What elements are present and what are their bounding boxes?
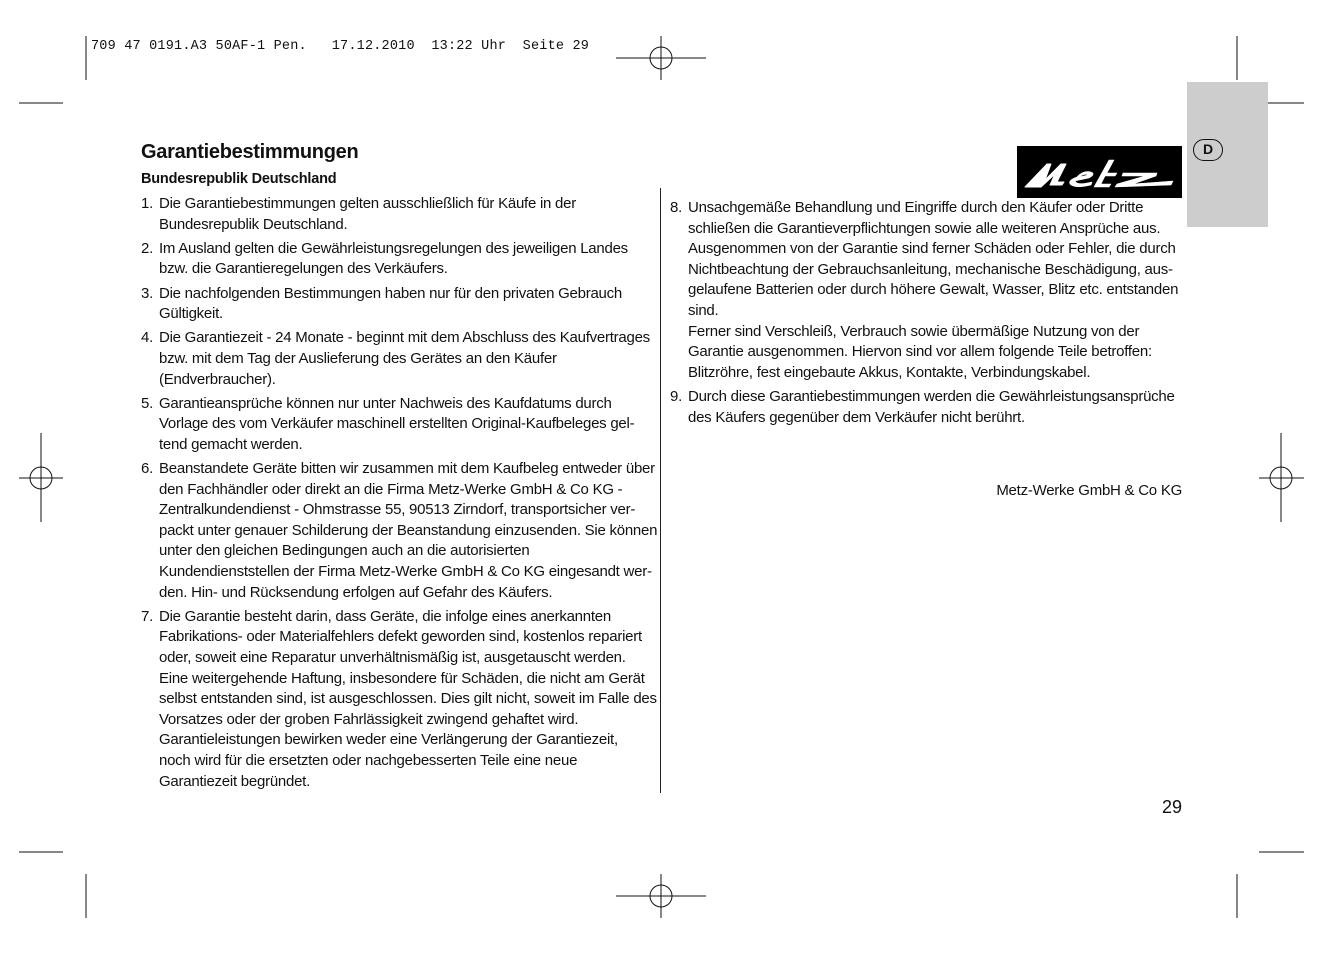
item-number: 5. [141, 394, 154, 412]
warranty-item [141, 459, 658, 603]
text-line: des Käufers gegenüber dem Verkäufer nicht berührt. [688, 408, 1025, 426]
text-line: (Endverbraucher). [159, 370, 276, 388]
metz-logo [1017, 146, 1182, 198]
column-divider [660, 188, 661, 793]
text-line: Blitzröhre, fest eingebaute Akkus, Kontakte, Verbindungskabel. [688, 363, 1091, 381]
item-number: 8. [670, 199, 683, 216]
registration-mark-bottom [616, 874, 706, 918]
text-line: Ausgenommen von der Garantie sind ferner Schäden oder Fehler, die durch [688, 240, 1176, 258]
warranty-item [141, 328, 653, 390]
right-column [670, 198, 1182, 432]
page-subtitle: Bundesrepublik Deutschland [141, 171, 337, 187]
item-paragraph [688, 198, 1182, 322]
item-number: 2. [141, 239, 154, 257]
text-line: den Fachhändler oder direkt an die Firma Metz-Werke GmbH & Co KG - [159, 480, 623, 498]
text-line: Die Garantie besteht darin, dass Geräte, die infolge eines anerkannten [159, 607, 611, 625]
item-paragraph [159, 669, 657, 731]
item-number: 9. [670, 387, 683, 405]
text-line: sind. [688, 301, 719, 319]
print-slug: 709 47 0191.A3 50AF-1 Pen. 17.12.2010 13:22 Uhr Seite 29 [91, 39, 590, 54]
text-line: packt unter genauer Schilderung der Beanstandung einzusenden. Sie können [159, 521, 658, 539]
item-paragraph [159, 239, 653, 280]
warranty-item [141, 239, 653, 280]
text-line: Gültigkeit. [159, 305, 223, 323]
item-number: 1. [141, 195, 154, 212]
registration-mark-right [1259, 433, 1304, 522]
text-line: Die nachfolgenden Bestimmungen haben nur für den privaten Gebrauch [159, 284, 622, 302]
page-title: Garantiebestimmungen [141, 141, 359, 163]
text-line: Garantiezeit begründet. [159, 772, 311, 790]
text-line: Vorsatzes oder der groben Fahrlässigkeit zwingend gehaftet wird. [159, 710, 579, 728]
item-paragraph [159, 730, 653, 792]
item-number: 7. [141, 607, 154, 625]
page-number: 29 [1161, 797, 1182, 817]
item-paragraph [159, 194, 653, 235]
language-badge: D [1193, 139, 1223, 161]
item-number: 3. [141, 284, 154, 302]
text-line: Die Garantiebestimmungen gelten ausschließlich für Käufe in der [159, 195, 576, 212]
text-line: schließen die Garantieverpflichtungen sowie alle weiteren Ansprüche aus. [688, 219, 1161, 237]
text-line: bzw. die Garantieregelungen des Verkäufers. [159, 260, 448, 278]
text-line: gelaufene Batterien oder durch höhere Gewalt, Wasser, Blitz etc. entstanden [688, 281, 1179, 299]
item-paragraph [159, 607, 653, 669]
item-paragraph [159, 328, 653, 390]
warranty-item [670, 198, 1182, 383]
item-paragraph [159, 459, 658, 603]
text-line: Bundesrepublik Deutschland. [159, 215, 348, 233]
text-line: tend gemacht werden. [159, 435, 303, 453]
text-line: oder, soweit eine Reparatur unverhältnismäßig ist, ausgetauscht werden. [159, 649, 626, 667]
text-line: unter den gleichen Bedingungen auch an die autorisierten [159, 542, 530, 560]
text-line: Garantie ausgenommen. Hiervon sind vor allem folgende Teile betroffen: [688, 343, 1152, 361]
item-paragraph [159, 284, 653, 325]
text-line: Fabrikations- oder Materialfehlers defekt geworden sind, kostenlos repariert [159, 628, 642, 646]
item-paragraph [688, 387, 1182, 428]
registration-mark-top [616, 36, 706, 80]
text-line: Unsachgemäße Behandlung und Eingriffe durch den Käufer oder Dritte [688, 199, 1144, 216]
text-line: Vorlage des vom Verkäufer maschinell erstellten Original-Kaufbeleges gel- [159, 415, 635, 433]
text-line: Eine weitergehende Haftung, insbesondere für Schäden, die nicht am Gerät [159, 669, 645, 687]
item-paragraph [688, 322, 1182, 384]
text-line: Garantieansprüche können nur unter Nachweis des Kaufdatums durch [159, 394, 612, 412]
item-number: 4. [141, 329, 154, 347]
text-line: selbst entstanden sind, ist ausgeschlossen. Dies gilt nicht, soweit im Falle des [159, 690, 657, 708]
text-line: den. Hin- und Rücksendung erfolgen auf Gefahr des Käufers. [159, 583, 553, 601]
text-line: Nichtbeachtung der Gebrauchsanleitung, mechanische Beschädigung, aus- [688, 260, 1173, 278]
text-line: Zentralkundendienst - Ohmstrasse 55, 90513 Zirndorf, transportsicher ver- [159, 501, 636, 519]
left-column [141, 194, 658, 796]
text-line: Im Ausland gelten die Gewährleistungsregelungen des jeweiligen Landes [159, 239, 628, 257]
text-line: Beanstandete Geräte bitten wir zusammen mit dem Kaufbeleg entweder über [159, 460, 655, 478]
warranty-item [670, 387, 1182, 428]
text-line: noch wird für die ersetzten oder nachgebesserten Teile eine neue [159, 752, 578, 769]
warranty-item [141, 284, 653, 325]
warranty-item [141, 394, 653, 456]
warranty-item [141, 607, 657, 792]
item-paragraph [159, 394, 653, 456]
company-signature: Metz-Werke GmbH & Co KG [996, 482, 1182, 499]
text-line: bzw. mit dem Tag der Auslieferung des Gerätes an den Käufer [159, 349, 557, 367]
registration-mark-left [19, 433, 63, 522]
text-line: Kundendienststellen der Firma Metz-Werke GmbH & Co KG eingesandt wer- [159, 563, 652, 581]
warranty-item [141, 194, 653, 235]
text-line: Die Garantiezeit - 24 Monate - beginnt mit dem Abschluss des Kaufvertrages [159, 329, 650, 347]
item-number: 6. [141, 460, 154, 478]
text-line: Durch diese Garantiebestimmungen werden die Gewährleistungsansprüche [688, 387, 1175, 405]
text-line: Garantieleistungen bewirken weder eine Verlängerung der Garantiezeit, [159, 731, 618, 749]
text-line: Ferner sind Verschleiß, Verbrauch sowie übermäßige Nutzung von der [688, 322, 1140, 340]
